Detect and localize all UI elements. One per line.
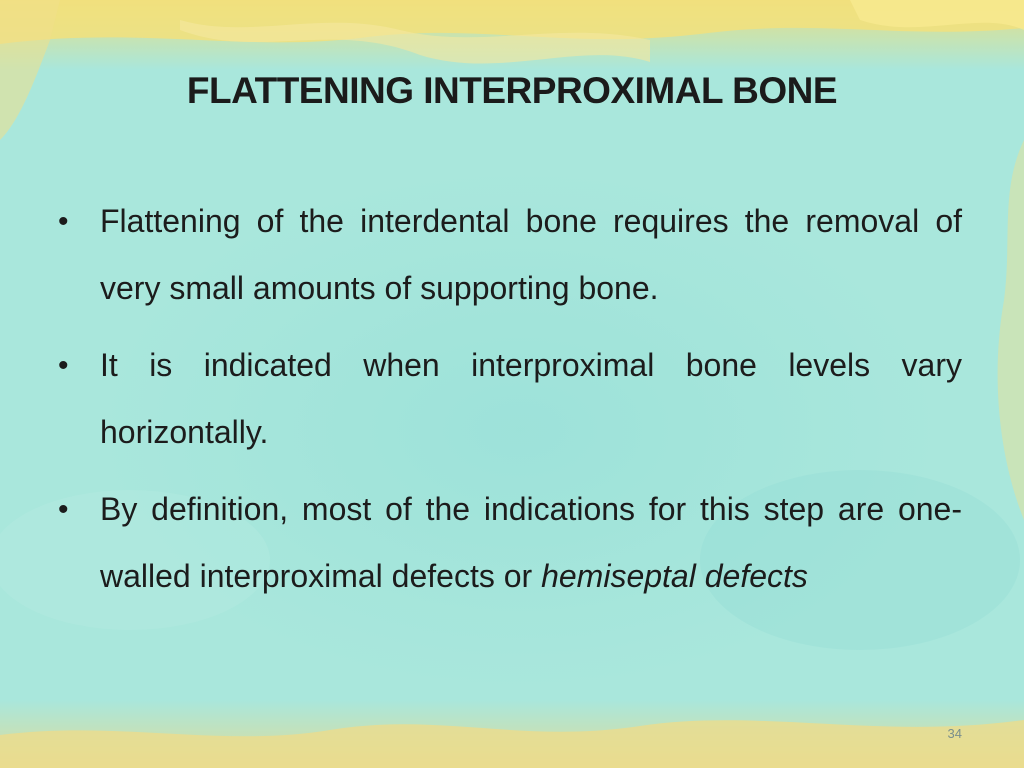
bullet-emphasis: hemiseptal defects (541, 558, 808, 594)
bullet-marker: • (58, 205, 69, 238)
bullet-marker: • (58, 349, 69, 382)
bullet-text: Flattening of the interdental bone requires the removal of very small amounts of supporting bone. (100, 203, 962, 306)
bullet-text: By definition, most of the indications for this step are one-walled interproximal defects or (100, 491, 962, 594)
bullet-text: It is indicated when interproximal bone levels vary horizontally. (100, 347, 962, 450)
bullet-item (58, 476, 962, 610)
bullet-list (58, 188, 962, 620)
bullet-item (58, 332, 962, 466)
page-number: 34 (947, 726, 962, 741)
bullet-item (58, 188, 962, 322)
slide-title: FLATTENING INTERPROXIMAL BONE (186, 70, 838, 111)
bullet-marker: • (58, 493, 69, 526)
